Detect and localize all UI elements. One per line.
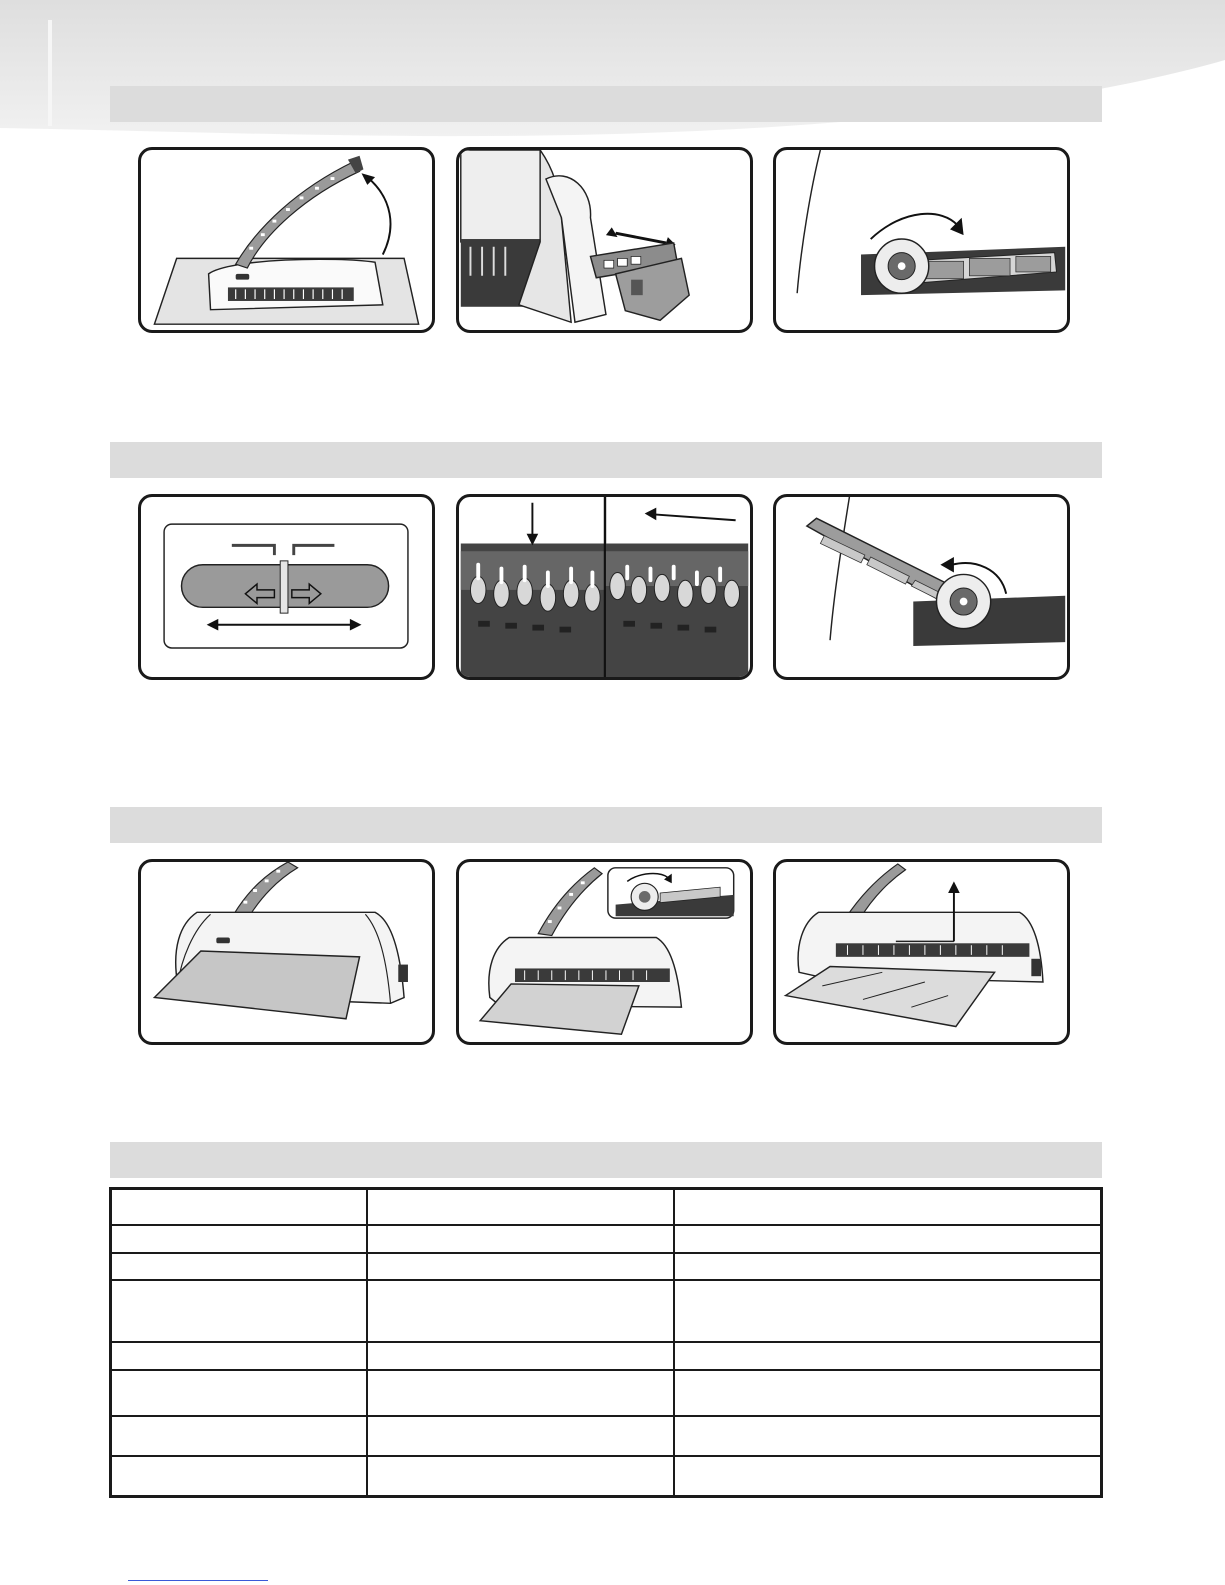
binder-machine-illustration xyxy=(141,150,432,330)
table-cell xyxy=(674,1253,1102,1280)
rotate-clockwise-arrow-icon xyxy=(871,214,958,239)
illustration-width-adjust xyxy=(138,494,435,680)
section-bar-1 xyxy=(110,86,1102,122)
table-cell xyxy=(367,1225,674,1253)
table-cell xyxy=(111,1253,367,1280)
illustration-insert-sheet xyxy=(138,859,435,1045)
handle-raised-illustration xyxy=(776,497,1067,677)
table-cell xyxy=(367,1280,674,1342)
binder-closed-illustration xyxy=(459,862,750,1042)
slot-guide-illustration xyxy=(141,497,432,677)
section-bar-3 xyxy=(110,807,1102,843)
specification-table xyxy=(109,1187,1103,1498)
side-panel-illustration xyxy=(459,150,750,330)
table-cell xyxy=(674,1456,1102,1497)
table-cell xyxy=(111,1280,367,1342)
table-cell xyxy=(367,1370,674,1416)
table-row xyxy=(111,1253,1102,1280)
table-row xyxy=(111,1189,1102,1225)
table-cell xyxy=(674,1280,1102,1342)
slide-adjust-arrow-icon xyxy=(616,233,666,243)
illustration-slide-adjust xyxy=(456,147,753,333)
table-cell xyxy=(111,1370,367,1416)
table-row xyxy=(111,1370,1102,1416)
table-cell xyxy=(367,1342,674,1370)
table-row xyxy=(111,1456,1102,1497)
illustration-rotate-counterclockwise xyxy=(773,494,1070,680)
table-row xyxy=(111,1416,1102,1456)
illustration-lever-raise xyxy=(138,147,435,333)
table-cell xyxy=(111,1456,367,1497)
table-row xyxy=(111,1342,1102,1370)
table-cell xyxy=(367,1456,674,1497)
table-cell xyxy=(367,1416,674,1456)
binder-with-sheet-illustration xyxy=(141,862,432,1042)
table-cell xyxy=(111,1342,367,1370)
table-cell xyxy=(111,1225,367,1253)
table-row xyxy=(111,1225,1102,1253)
table-cell xyxy=(674,1416,1102,1456)
table-cell xyxy=(367,1253,674,1280)
illustration-rotate-clockwise xyxy=(773,147,1070,333)
table-cell xyxy=(111,1416,367,1456)
illustration-close-handle xyxy=(456,859,753,1045)
table-cell xyxy=(674,1342,1102,1370)
binder-finished-illustration xyxy=(776,862,1067,1042)
table-cell xyxy=(674,1370,1102,1416)
knob-illustration xyxy=(776,150,1067,330)
illustration-press-and-push xyxy=(456,494,753,680)
section-bar-2 xyxy=(110,442,1102,478)
table-cell xyxy=(367,1189,674,1225)
comb-teeth-illustration xyxy=(459,497,750,677)
table-cell xyxy=(111,1189,367,1225)
section-bar-4 xyxy=(110,1142,1102,1178)
illustration-remove-document xyxy=(773,859,1070,1045)
table-row xyxy=(111,1280,1102,1342)
lever-raise-arrow-icon xyxy=(367,177,390,254)
push-left-arrow-icon xyxy=(654,514,735,520)
table-cell xyxy=(674,1189,1102,1225)
footer-link-underline xyxy=(128,1580,268,1581)
table-cell xyxy=(674,1225,1102,1253)
